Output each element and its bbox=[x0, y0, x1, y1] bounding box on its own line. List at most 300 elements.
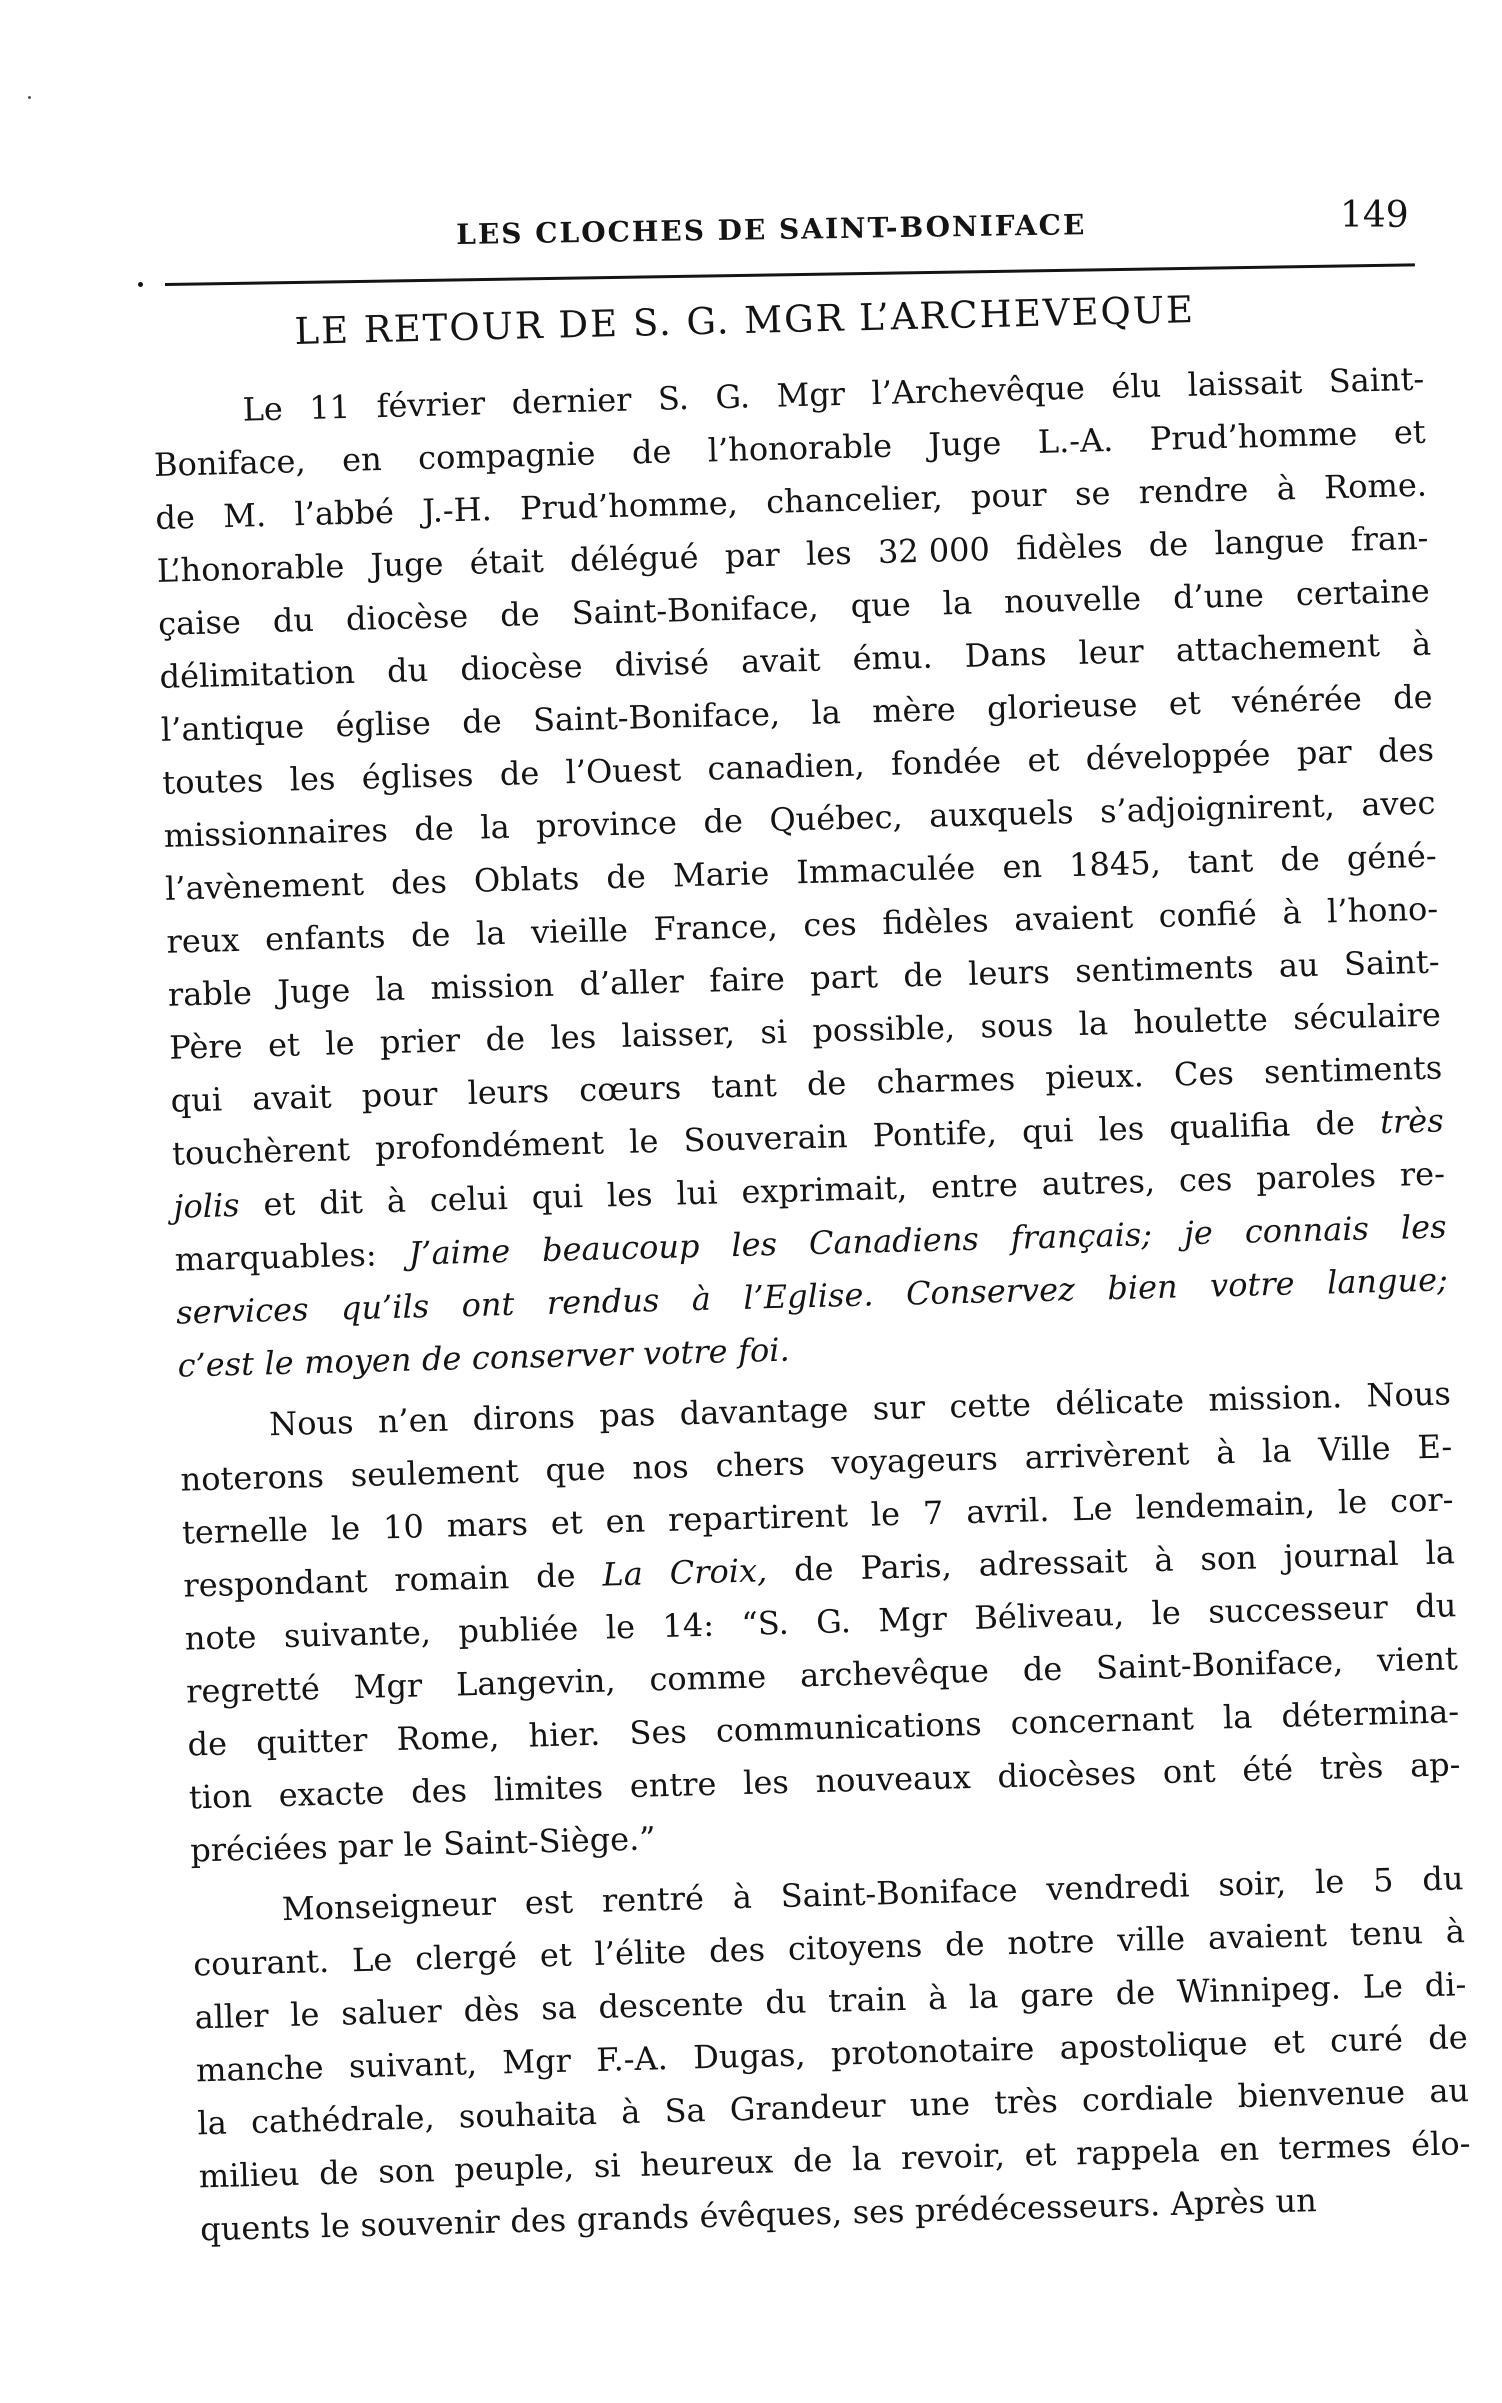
word: l’avènement bbox=[164, 864, 365, 908]
word: pour bbox=[361, 1074, 438, 1115]
word: touchèrent bbox=[171, 1130, 351, 1173]
word: les bbox=[742, 1762, 790, 1802]
word: soir, bbox=[1217, 1863, 1287, 1904]
word: tant bbox=[1187, 841, 1254, 882]
word: bien bbox=[1106, 1267, 1179, 1308]
word: la bbox=[475, 913, 506, 953]
word: géné- bbox=[1346, 836, 1438, 877]
word: très bbox=[993, 2081, 1059, 2122]
word: le bbox=[320, 2206, 351, 2246]
word: très bbox=[1379, 1101, 1445, 1142]
word: du bbox=[1421, 1859, 1464, 1899]
word: leur bbox=[1078, 632, 1145, 672]
word: un bbox=[1274, 2181, 1318, 2221]
word: conserver bbox=[471, 1334, 634, 1377]
word: du bbox=[272, 600, 315, 640]
word: 32 000 bbox=[877, 530, 991, 572]
word: de bbox=[535, 1556, 576, 1596]
word: repartirent bbox=[667, 1496, 849, 1539]
word: Saint-Boniface bbox=[780, 1870, 1019, 1916]
word: reux bbox=[166, 920, 240, 961]
word: les bbox=[289, 759, 336, 799]
word: Nous bbox=[1365, 1374, 1452, 1415]
word: entre bbox=[930, 1165, 1019, 1206]
word: l’Ouest bbox=[565, 750, 682, 792]
word: avait bbox=[251, 1077, 333, 1118]
word: d’aller bbox=[578, 962, 685, 1004]
word: limites bbox=[493, 1767, 604, 1809]
word: Winnipeg. bbox=[1176, 1968, 1342, 2011]
word: çaise bbox=[157, 602, 242, 643]
word: est bbox=[524, 1882, 574, 1922]
stray-ink-mark bbox=[28, 96, 31, 99]
word: de bbox=[421, 1339, 462, 1379]
word: été bbox=[1241, 1749, 1294, 1789]
word: une bbox=[909, 2084, 971, 2124]
word: de bbox=[318, 2153, 360, 2193]
word: souhaita bbox=[458, 2093, 598, 2136]
word: du bbox=[764, 1982, 807, 2022]
word: cordiale bbox=[1081, 2077, 1214, 2120]
word: vieille bbox=[530, 910, 629, 952]
word: Le bbox=[351, 1940, 393, 1980]
word: langue bbox=[1213, 521, 1325, 563]
word: Après bbox=[1170, 2182, 1266, 2223]
word: et bbox=[1024, 2134, 1057, 2174]
word: par bbox=[1296, 732, 1353, 773]
word: possible, bbox=[811, 1008, 956, 1050]
word: arrivèrent bbox=[1024, 1434, 1190, 1477]
word: la bbox=[1078, 1004, 1109, 1043]
word: de bbox=[485, 1019, 526, 1059]
word: connais bbox=[1244, 1209, 1370, 1251]
word: cathédrale, bbox=[250, 2098, 436, 2141]
word: cœurs bbox=[578, 1068, 682, 1110]
word: à bbox=[927, 1978, 948, 2018]
word: noterons bbox=[180, 1456, 325, 1499]
word: les bbox=[805, 533, 853, 573]
word: à bbox=[691, 1279, 712, 1319]
word: Immaculée bbox=[795, 848, 976, 892]
word: à bbox=[1276, 469, 1297, 508]
word: mission. bbox=[1207, 1377, 1343, 1419]
word: Grandeur bbox=[729, 2086, 887, 2129]
word: fran- bbox=[1350, 518, 1429, 559]
word: regretté bbox=[185, 1669, 321, 1711]
word: l’honorable bbox=[707, 426, 893, 470]
word: diocèse bbox=[345, 596, 469, 638]
word: beaucoup bbox=[541, 1226, 700, 1270]
word: et bbox=[263, 1184, 296, 1224]
word: G. bbox=[714, 377, 751, 417]
header-rule bbox=[165, 263, 1415, 286]
word: clergé bbox=[414, 1936, 518, 1978]
word: ces bbox=[802, 904, 858, 945]
word: les bbox=[1098, 1109, 1145, 1149]
word: enfants bbox=[264, 917, 386, 959]
word: à bbox=[1153, 1540, 1174, 1580]
word: de bbox=[461, 701, 503, 741]
word: prier bbox=[379, 1021, 461, 1062]
word: ville bbox=[1116, 1919, 1186, 1960]
word: les bbox=[730, 1224, 778, 1265]
word: 7 bbox=[922, 1493, 944, 1533]
word: Prud’homme, bbox=[519, 483, 739, 528]
word: faire bbox=[708, 959, 786, 1000]
word: au bbox=[1428, 2071, 1470, 2111]
word: compagnie bbox=[417, 434, 596, 478]
word: pour bbox=[970, 475, 1048, 516]
word: la bbox=[851, 2139, 882, 2179]
word: France, bbox=[653, 906, 779, 949]
word: charmes bbox=[876, 1059, 1016, 1102]
word: certaine bbox=[1295, 571, 1431, 614]
word: et bbox=[1168, 683, 1202, 723]
word: de bbox=[806, 1064, 847, 1104]
word: et bbox=[539, 1935, 573, 1975]
word: à bbox=[1281, 893, 1302, 932]
word: le bbox=[263, 1343, 295, 1383]
word: dernier bbox=[511, 380, 632, 422]
word: votre bbox=[1209, 1264, 1296, 1305]
word: entre bbox=[629, 1764, 717, 1805]
word: peuple, bbox=[453, 2147, 575, 2189]
word: Dans bbox=[964, 634, 1047, 675]
word: dès bbox=[463, 1989, 520, 2030]
word: le bbox=[289, 1995, 320, 2034]
word: davantage bbox=[679, 1390, 849, 1433]
word: quitter bbox=[255, 1720, 368, 1762]
word: services bbox=[175, 1290, 309, 1332]
word: de bbox=[1392, 677, 1434, 717]
word: Mgr bbox=[776, 374, 846, 415]
word: dirons bbox=[472, 1397, 576, 1438]
word: les bbox=[606, 1175, 654, 1215]
word: de bbox=[187, 1724, 228, 1764]
word: c’est bbox=[177, 1344, 255, 1385]
word: Prud’homme bbox=[1149, 414, 1358, 458]
word: la bbox=[196, 2103, 228, 2143]
word: dit bbox=[318, 1182, 364, 1222]
word: adressait bbox=[978, 1541, 1128, 1584]
word: successeur bbox=[1207, 1588, 1389, 1631]
word: autres, bbox=[1041, 1162, 1156, 1203]
word: F.-A. bbox=[595, 2039, 669, 2079]
word: à bbox=[732, 1877, 753, 1917]
word: son bbox=[1199, 1538, 1258, 1578]
word: milieu bbox=[198, 2154, 300, 2196]
word: le bbox=[402, 1825, 434, 1864]
word: apostolique bbox=[1059, 2023, 1249, 2067]
word: de bbox=[702, 801, 744, 841]
word: citoyens bbox=[787, 1926, 923, 1968]
running-head: LES CLOCHES DE SAINT-BONIFACE bbox=[456, 208, 1087, 251]
word: développée bbox=[1085, 734, 1271, 778]
word: curé bbox=[1329, 2019, 1404, 2060]
word: se bbox=[1074, 473, 1111, 513]
word: ému. bbox=[852, 637, 934, 678]
word: voyageurs bbox=[831, 1439, 999, 1482]
word: manche bbox=[195, 2048, 325, 2090]
word: lui bbox=[675, 1173, 719, 1213]
word: délimitation bbox=[159, 652, 356, 696]
word: qu’ils bbox=[340, 1287, 430, 1328]
word: je bbox=[1183, 1213, 1214, 1253]
word: sa bbox=[540, 1988, 578, 2028]
word: la bbox=[1261, 1431, 1292, 1471]
word: L’honorable bbox=[156, 547, 345, 590]
word: délicate bbox=[1054, 1381, 1185, 1423]
word: suivant, bbox=[348, 2044, 478, 2086]
word: Dugas, bbox=[692, 2035, 807, 2077]
word: Saint- bbox=[1328, 359, 1425, 401]
word: de bbox=[793, 1549, 834, 1589]
word: notre bbox=[1006, 1921, 1095, 1963]
word: Rome, bbox=[396, 1717, 500, 1759]
word: exprimait, bbox=[741, 1168, 908, 1211]
word: avec bbox=[1360, 783, 1436, 824]
word: quents bbox=[199, 2207, 311, 2249]
word: le bbox=[628, 1122, 659, 1161]
word: par bbox=[724, 535, 781, 576]
word: chancelier, bbox=[765, 478, 944, 521]
word: Québec, bbox=[768, 797, 904, 839]
word: termes bbox=[1278, 2126, 1392, 2168]
word: s’adjoignirent, bbox=[1099, 786, 1336, 831]
word: l’Eglise. bbox=[742, 1275, 875, 1317]
word: du bbox=[386, 650, 429, 690]
word: jolis bbox=[172, 1185, 241, 1226]
word: en bbox=[1218, 2129, 1260, 2169]
word: que bbox=[544, 1449, 606, 1490]
word: pieux. bbox=[1044, 1056, 1145, 1097]
word: ternelle bbox=[181, 1510, 309, 1552]
word: le bbox=[1314, 1862, 1345, 1902]
word: marquables: bbox=[174, 1235, 378, 1279]
word: E- bbox=[1416, 1427, 1453, 1467]
word: La bbox=[601, 1554, 644, 1594]
page-number: 149 bbox=[1340, 195, 1409, 236]
word: votre bbox=[642, 1332, 729, 1373]
word: houlette bbox=[1132, 1000, 1269, 1042]
word: la bbox=[968, 1977, 999, 2017]
word: grands bbox=[576, 2197, 690, 2239]
word: avril. bbox=[965, 1490, 1050, 1532]
word: à bbox=[386, 1181, 407, 1221]
word: élu bbox=[1110, 366, 1162, 406]
word: Saint-Boniface, bbox=[571, 587, 820, 633]
word: Ville bbox=[1317, 1428, 1392, 1469]
word: celui bbox=[429, 1178, 509, 1220]
word: de bbox=[499, 754, 540, 794]
word: vient bbox=[1376, 1639, 1459, 1680]
word: de bbox=[1148, 524, 1189, 564]
word: tion bbox=[188, 1776, 253, 1817]
word: que bbox=[850, 585, 912, 625]
word: part bbox=[809, 957, 879, 997]
word: le bbox=[1337, 1482, 1368, 1522]
word: Paris, bbox=[859, 1546, 953, 1587]
word: la bbox=[810, 693, 842, 732]
word: avait bbox=[740, 640, 821, 681]
word: Boniface, bbox=[153, 442, 307, 484]
word: Saint-Siège.” bbox=[442, 1819, 657, 1863]
word: le bbox=[870, 1494, 901, 1534]
word: prédécesseurs. bbox=[914, 2185, 1161, 2230]
word: protonotaire bbox=[830, 2029, 1035, 2073]
word: et bbox=[550, 1503, 584, 1542]
word: L.-A. bbox=[1037, 420, 1114, 461]
word: moyen bbox=[303, 1340, 412, 1382]
word: Rome. bbox=[1323, 465, 1428, 507]
word: Le bbox=[242, 389, 284, 429]
word: élo- bbox=[1410, 2124, 1471, 2164]
word: de bbox=[1427, 2018, 1469, 2058]
word: ap- bbox=[1409, 1745, 1461, 1785]
word: de bbox=[1315, 1103, 1356, 1143]
word: “S. bbox=[740, 1603, 790, 1643]
word: courant. bbox=[192, 1941, 330, 1984]
word: à bbox=[620, 2092, 641, 2132]
word: rendus bbox=[546, 1281, 660, 1322]
word: était bbox=[469, 541, 545, 582]
word: re- bbox=[1399, 1154, 1446, 1194]
word: J.-H. bbox=[421, 490, 493, 530]
word: la bbox=[942, 583, 973, 623]
word: si bbox=[759, 1012, 788, 1052]
word: des bbox=[1377, 730, 1435, 771]
word: la bbox=[1425, 1533, 1456, 1573]
word: Conservez bbox=[905, 1270, 1076, 1313]
word: note bbox=[184, 1617, 257, 1658]
word: Canadiens bbox=[808, 1219, 980, 1263]
word: église bbox=[335, 703, 432, 745]
word: des bbox=[390, 862, 448, 902]
word: de bbox=[1022, 1649, 1063, 1689]
word: Père bbox=[168, 1026, 244, 1067]
word: confié bbox=[1158, 894, 1258, 935]
word: tenu bbox=[1349, 1913, 1424, 1954]
word: chers bbox=[715, 1444, 806, 1485]
word: février bbox=[376, 384, 486, 426]
word: délégué bbox=[569, 537, 700, 580]
word: 14: bbox=[661, 1605, 715, 1646]
word: rentré bbox=[601, 1879, 705, 1920]
word: divisé bbox=[614, 643, 710, 684]
word: Saint-Boniface, bbox=[532, 694, 781, 740]
word: de bbox=[1115, 1973, 1156, 2013]
word: respondant bbox=[182, 1561, 368, 1605]
word: ont bbox=[1162, 1751, 1217, 1792]
word: séculaire bbox=[1292, 995, 1442, 1038]
word: heureux bbox=[639, 2142, 774, 2184]
word: et bbox=[1026, 740, 1060, 780]
word: églises bbox=[361, 755, 474, 797]
word: de bbox=[631, 432, 672, 472]
word: de bbox=[410, 915, 451, 955]
word: seulement bbox=[350, 1451, 520, 1495]
word: les bbox=[550, 1017, 597, 1057]
word: l’Archevêque bbox=[871, 368, 1086, 413]
word: revoir, bbox=[900, 2136, 1006, 2177]
word: pas bbox=[598, 1395, 656, 1435]
word: nouveaux bbox=[815, 1758, 972, 1801]
word: publiée bbox=[457, 1609, 579, 1651]
word: Mgr bbox=[501, 2041, 572, 2082]
word: canadien, bbox=[707, 745, 866, 788]
word: souvenir bbox=[359, 2202, 501, 2245]
word: auxquels bbox=[928, 793, 1075, 835]
word: 5 bbox=[1372, 1861, 1394, 1900]
word: aller bbox=[194, 1996, 269, 2037]
word: Ces bbox=[1173, 1053, 1235, 1094]
word: hier. bbox=[528, 1714, 601, 1755]
word: son bbox=[377, 2151, 436, 2191]
word: J’aime bbox=[408, 1231, 511, 1273]
word: au bbox=[1278, 945, 1320, 985]
word: gare bbox=[1019, 1974, 1095, 2015]
word: 11 bbox=[308, 387, 351, 427]
word: journal bbox=[1283, 1534, 1400, 1576]
word: le bbox=[330, 1508, 361, 1548]
word: du bbox=[1414, 1586, 1457, 1626]
word: Souverain bbox=[683, 1117, 849, 1160]
word: à bbox=[1411, 624, 1432, 664]
word: missionnaires bbox=[163, 810, 389, 855]
word: sur bbox=[872, 1388, 926, 1428]
word: comme bbox=[648, 1657, 767, 1699]
word: à bbox=[1445, 1912, 1466, 1951]
word: des bbox=[708, 1930, 766, 1970]
word: nos bbox=[631, 1447, 690, 1487]
word: mission bbox=[430, 965, 555, 1007]
word: préciées bbox=[189, 1827, 328, 1870]
word: archevêque bbox=[799, 1651, 990, 1695]
word: et bbox=[267, 1025, 301, 1065]
word: di- bbox=[1424, 1965, 1467, 2005]
word: cette bbox=[948, 1385, 1032, 1426]
word: sous bbox=[980, 1005, 1054, 1046]
word: Saint- bbox=[1343, 942, 1440, 983]
word: détermina- bbox=[1280, 1692, 1460, 1735]
word: si bbox=[593, 2146, 622, 2186]
rule-dot bbox=[138, 282, 143, 287]
word: cor- bbox=[1389, 1480, 1454, 1520]
word: la bbox=[375, 969, 406, 1009]
word: train bbox=[827, 1979, 907, 2020]
word: leurs bbox=[967, 952, 1051, 993]
word: l’hono- bbox=[1326, 889, 1439, 931]
word: l’élite bbox=[594, 1932, 687, 1973]
word: lendemain, bbox=[1134, 1483, 1316, 1527]
word: les bbox=[1400, 1207, 1447, 1247]
word: rendre bbox=[1138, 470, 1249, 512]
word: et bbox=[1272, 2022, 1306, 2062]
word: en bbox=[1001, 846, 1043, 886]
word: romain bbox=[393, 1558, 510, 1600]
word: paroles bbox=[1255, 1156, 1377, 1198]
word: de bbox=[413, 809, 455, 849]
word: l’abbé bbox=[294, 492, 395, 534]
word: toutes bbox=[161, 761, 264, 802]
word: de bbox=[605, 857, 647, 897]
word: Sa bbox=[664, 2091, 707, 2131]
word: qui bbox=[1021, 1111, 1074, 1151]
word: Nous bbox=[268, 1403, 354, 1444]
word: de bbox=[1279, 839, 1321, 879]
section-title: LE RETOUR DE S. G. MGR L’ARCHEVEQUE bbox=[294, 287, 1196, 353]
word: de bbox=[499, 594, 541, 634]
